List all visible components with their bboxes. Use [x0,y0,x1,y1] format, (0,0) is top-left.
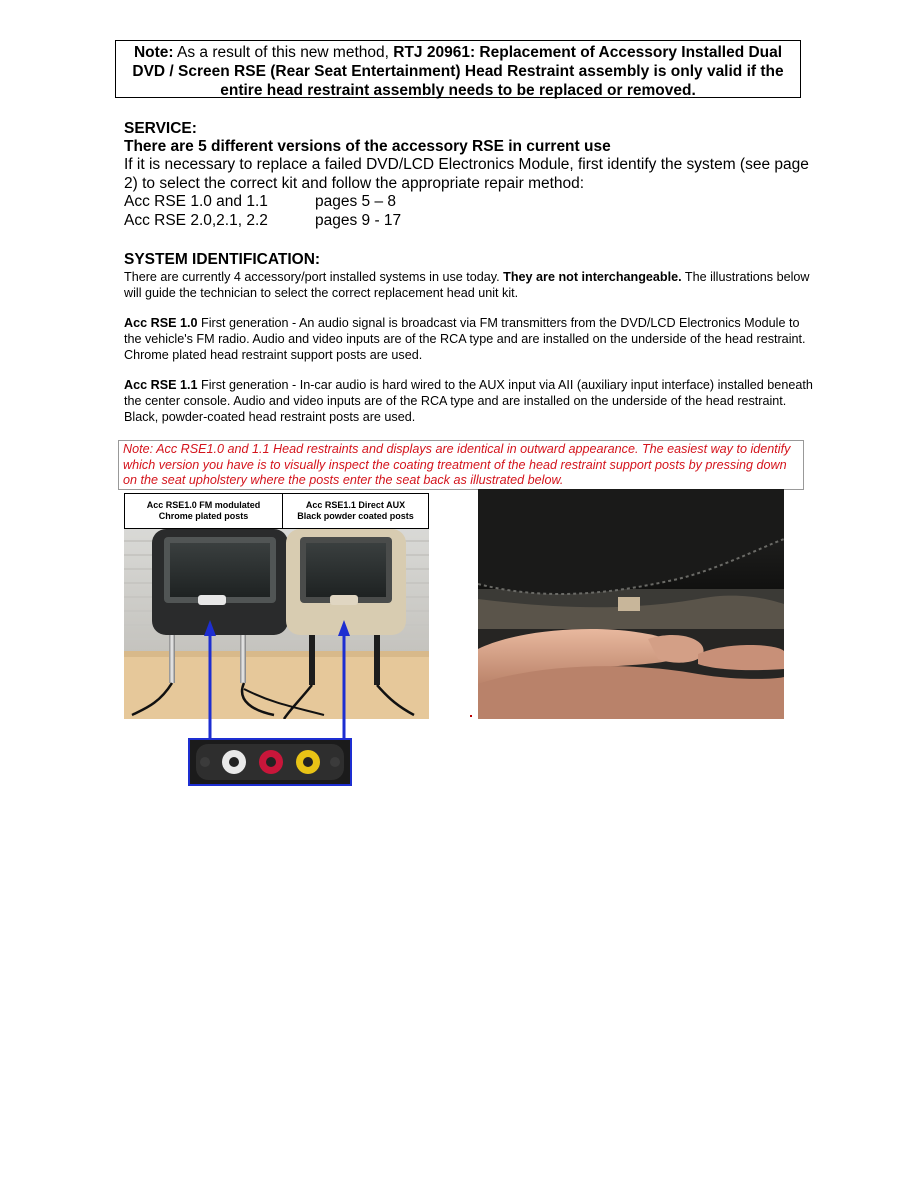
label-rse11 [282,493,429,529]
service-intro: If it is necessary to replace a failed DVD/LCD Electronics Module, first identify the system (see page 2) to select the correct kit and follow the appropriate repair method: [124,156,809,192]
system-identification-section [124,251,814,301]
sysid-intro-bold: They are not interchangeable. [503,270,682,284]
kit-name: Acc RSE 1.0 and 1.1 [124,193,268,210]
label-rse11-line1: Acc RSE1.1 Direct AUX [305,500,406,510]
warning-note: Note: Acc RSE1.0 and 1.1 Head restraints and displays are identical in outward appearance. The easiest way to identify which version you have is to visually inspect the coating treatment of the head restraint support posts by pressing down on the seat upholstery where the posts enter the seat back as illustrated below. [118,440,804,490]
rse11-text: First generation - In-car audio is hard wired to the AUX input via AII (auxiliary input interface) installed beneath the center console. Audio and video inputs are of the RCA type and are installed on the underside of the head restraint. Black, powder-coated head restraint posts are used. [124,378,813,424]
note-bold-text: RTJ 20961: Replacement of Accessory Installed Dual DVD / Screen RSE (Rear Seat Entertainment) Head Restraint assembly is only valid if the entire head restraint assembly needs to be replaced or removed. [132,44,784,99]
rca-jacks-illustration [190,740,350,784]
kit-row [124,212,824,231]
kit-row [124,193,824,212]
note-label: Note: [133,44,174,61]
upholstery-photo [478,489,784,719]
rca-connectors-photo [188,738,352,786]
rse10-paragraph [124,315,814,363]
service-heading: SERVICE: [124,120,197,137]
sysid-heading: SYSTEM IDENTIFICATION: [124,251,321,268]
blue-arrows [180,618,370,740]
sysid-intro-tail: The illustrations below will guide the technician to select the correct replacement head unit kit. [124,270,810,300]
arrow-up-icon [338,620,350,636]
stray-mark [470,715,472,717]
service-section [124,120,824,230]
rse11-paragraph [124,377,814,425]
rse11-label: Acc RSE 1.1 [124,378,198,392]
kit-pages: pages 9 - 17 [315,211,402,229]
kit-pages: pages 5 – 8 [315,193,397,210]
rse10-text: First generation - An audio signal is broadcast via FM transmitters from the DVD/LCD Electronics Module to the vehicle's FM radio. Audio and video inputs are of the RCA type and are installed on the underside of the head restraint. Chrome plated head restraint support posts are used. [124,316,806,362]
sysid-intro-text: There are currently 4 accessory/port installed systems in use today. [124,270,504,284]
rse10-label: Acc RSE 1.0 [124,316,198,330]
service-subheading: There are 5 different versions of the accessory RSE in current use [124,138,611,155]
upholstery-photo-illustration [478,489,784,719]
arrow-up-icon [204,620,216,636]
label-rse10-line2: Chrome plated posts [158,511,249,521]
note-text: As a result of this new method, [173,44,394,61]
note-box [115,40,801,98]
kit-name: Acc RSE 2.0,2.1, 2.2 [124,211,268,229]
label-rse10 [124,493,283,529]
label-rse11-line2: Black powder coated posts [297,511,414,521]
sysid-intro [124,269,814,301]
label-rse10-line1: Acc RSE1.0 FM modulated [146,500,261,510]
